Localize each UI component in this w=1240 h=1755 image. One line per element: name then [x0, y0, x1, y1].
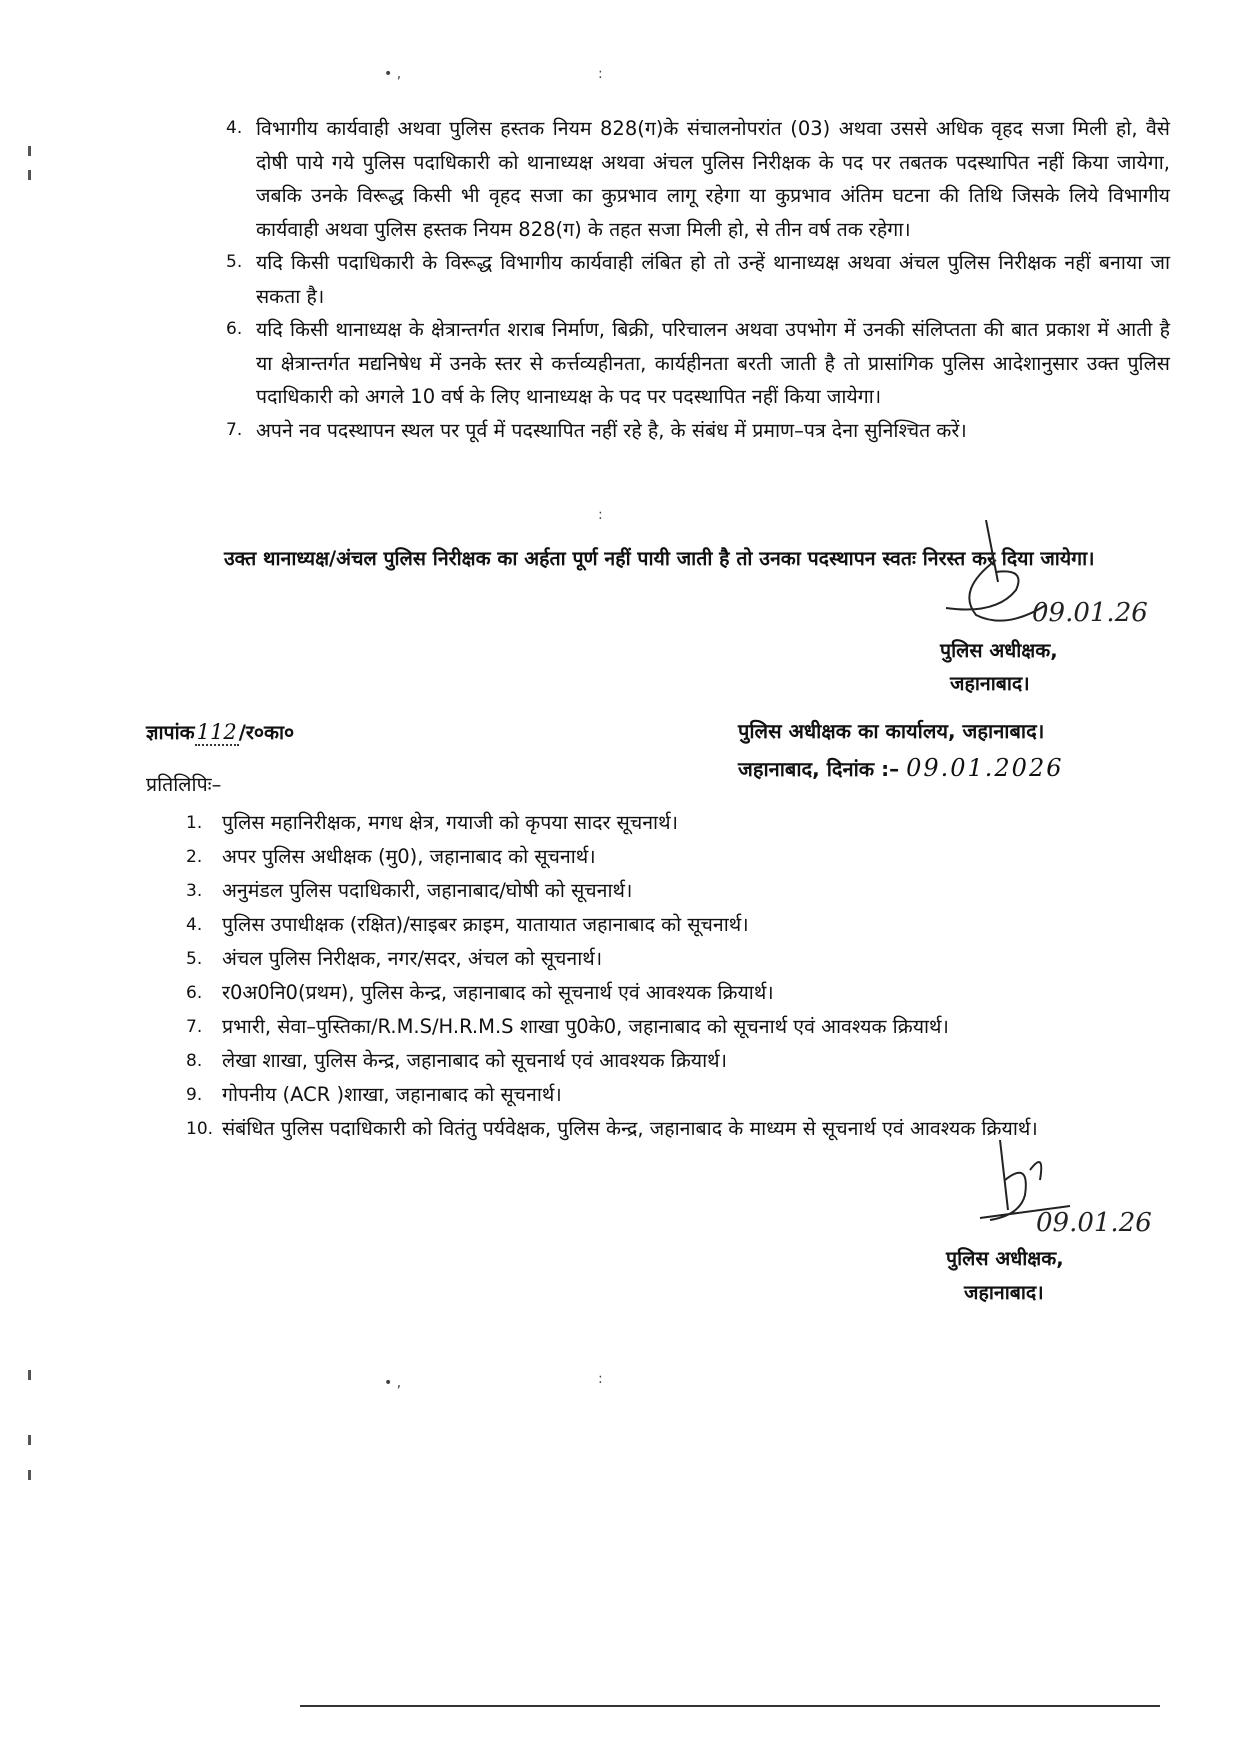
copy-item: [186, 874, 1170, 908]
scan-speck: • ,: [384, 66, 402, 82]
condition-item: [228, 112, 1170, 246]
copy-number: 7.: [186, 1017, 203, 1037]
copy-heading: प्रतिलिपिः–: [146, 773, 222, 796]
signature-date: 09.01.26: [1032, 598, 1148, 628]
signatory-designation: पुलिस अधीक्षक,: [946, 1247, 1064, 1270]
copy-text: र0अ0नि0(प्रथम), पुलिस केन्द्र, जहानाबाद को सूचनार्थ एवं आवश्यक क्रियार्थ।: [222, 981, 774, 1004]
office-date-line: [738, 750, 1064, 788]
condition-text: विभागीय कार्यवाही अथवा पुलिस हस्तक नियम 828(ग)के संचालनोपरांत (03) अथवा उससे अधिक वृहद सजा मिली हो, वैसे दोषी पाये गये पुलिस पदाधिकारी को थानाध्यक्ष अथवा अंचल पुलिस निरीक्षक के पद पर तबतक पदस्थापित नहीं किया जायेगा, जबकि उनके विरूद्ध किसी भी वृहद सजा का कुप्रभाव लागू रहेगा या कुप्रभाव अंतिम घटना की तिथि जिसके लिये विभागीय कार्यवाही अथवा पुलिस हस्तक नियम 828(ग) के तहत सजा मिली हो, से तीन वर्ष तक रहेगा।: [256, 117, 1170, 241]
binding-mark: [28, 146, 31, 156]
scan-speck: :: [598, 66, 603, 82]
scan-speck: :: [598, 1371, 603, 1387]
office-date-value: 09.01.2026: [906, 754, 1064, 782]
condition-item: [228, 414, 1170, 448]
office-name: पुलिस अधीक्षक का कार्यालय, जहानाबाद।: [738, 719, 1045, 743]
signature-date: 09.01.26: [1036, 1208, 1152, 1238]
copy-recipients: [186, 806, 1170, 1146]
binding-mark: [28, 1435, 31, 1445]
condition-number: 5.: [226, 252, 243, 272]
copy-number: 5.: [186, 949, 203, 969]
copy-number: 9.: [186, 1085, 203, 1105]
copy-text: पुलिस महानिरीक्षक, मगध क्षेत्र, गयाजी को कृपया सादर सूचनार्थ।: [222, 811, 678, 834]
office-date-label: जहानाबाद, दिनांक :–: [738, 757, 900, 781]
copy-item: [186, 806, 1170, 840]
copy-item: [186, 942, 1170, 976]
binding-mark: [28, 170, 31, 180]
signatory-place: जहानाबाद।: [964, 1281, 1044, 1304]
copy-text: अपर पुलिस अधीक्षक (मु0), जहानाबाद को सूचनार्थ।: [222, 845, 596, 868]
scan-speck: • ,: [384, 1375, 402, 1391]
copy-number: 2.: [186, 847, 203, 867]
copy-text: गोपनीय (ACR )शाखा, जहानाबाद को सूचनार्थ।: [222, 1083, 562, 1106]
copy-text: पुलिस उपाधीक्षक (रक्षित)/साइबर क्राइम, यातायात जहानाबाद को सूचनार्थ।: [222, 913, 749, 936]
copy-number: 4.: [186, 915, 203, 935]
binding-mark: [28, 1470, 31, 1480]
copy-item: [186, 908, 1170, 942]
copy-number: 3.: [186, 881, 203, 901]
binding-mark: [28, 1370, 31, 1380]
copy-text: संबंधित पुलिस पदाधिकारी को वितंतु पर्यवेक्षक, पुलिस केन्द्र, जहानाबाद के माध्यम से सूचनार्थ एवं आवश्यक क्रियार्थ।: [222, 1117, 1038, 1140]
memo-value: 112: [196, 720, 237, 744]
copy-text: अनुमंडल पुलिस पदाधिकारी, जहानाबाद/घोषी को सूचनार्थ।: [222, 879, 633, 902]
copy-number: 1.: [186, 813, 203, 833]
condition-text: अपने नव पदस्थापन स्थल पर पूर्व में पदस्थापित नहीं रहे है, के संबंध में प्रमाण–पत्र देना सुनिश्चित करें।: [256, 418, 967, 442]
copy-text: लेखा शाखा, पुलिस केन्द्र, जहानाबाद को सूचनार्थ एवं आवश्यक क्रियार्थ।: [222, 1049, 728, 1072]
memo-suffix: /र०का०: [238, 721, 295, 744]
copy-item: [186, 1010, 1170, 1044]
copy-number: 8.: [186, 1051, 203, 1071]
condition-item: [228, 246, 1170, 313]
copy-item: [186, 1078, 1170, 1112]
condition-number: 4.: [226, 118, 243, 138]
signatory-place: जहानाबाद।: [950, 672, 1030, 695]
condition-text: यदि किसी पदाधिकारी के विरूद्ध विभागीय कार्यवाही लंबित हो तो उन्हें थानाध्यक्ष अथवा अंचल पुलिस निरीक्षक नहीं बनाया जा सकता है।: [256, 251, 1170, 308]
copy-text: अंचल पुलिस निरीक्षक, नगर/सदर, अंचल को सूचनार्थ।: [222, 947, 603, 970]
condition-item: [228, 313, 1170, 414]
office-header: [738, 713, 1064, 788]
copy-item: [186, 840, 1170, 874]
copy-number: 10.: [186, 1119, 214, 1139]
condition-number: 7.: [226, 419, 243, 440]
copy-text: प्रभारी, सेवा–पुस्तिका/R.M.S/H.R.M.S शाखा पु0के0, जहानाबाद को सूचनार्थ एवं आवश्यक क्रियार्थ।: [222, 1015, 949, 1038]
signatory-designation: पुलिस अधीक्षक,: [940, 639, 1058, 662]
bottom-divider: [300, 1705, 1160, 1707]
copy-number: 6.: [186, 983, 203, 1003]
scan-speck: :: [598, 507, 603, 523]
memo-label: ज्ञापांक: [146, 721, 195, 744]
closing-note: उक्त थानाध्यक्ष/अंचल पुलिस निरीक्षक का अर्हता पूर्ण नहीं पायी जाती है तो उनका पदस्थापन स्वतः निरस्त कर दिया जायेगा।: [224, 547, 1095, 570]
copy-item: [186, 976, 1170, 1010]
copy-item: [186, 1044, 1170, 1078]
memo-number: [146, 718, 294, 745]
condition-number: 6.: [226, 319, 243, 339]
eligibility-conditions: [228, 112, 1170, 447]
condition-text: यदि किसी थानाध्यक्ष के क्षेत्रान्तर्गत शराब निर्माण, बिक्री, परिचालन अथवा उपभोग में उनकी संलिप्तता की बात प्रकाश में आती है या क्षेत्रान्तर्गत मद्यनिषेध में उनके स्तर से कर्त्तव्यहीनता, कार्यहीनता बरती जाती है तो प्रासांगिक पुलिस आदेशानुसार उक्त पुलिस पदाधिकारी को अगले 10 वर्ष के लिए थानाध्यक्ष के पद पर पदस्थापित नहीं किया जायेगा।: [256, 318, 1170, 408]
